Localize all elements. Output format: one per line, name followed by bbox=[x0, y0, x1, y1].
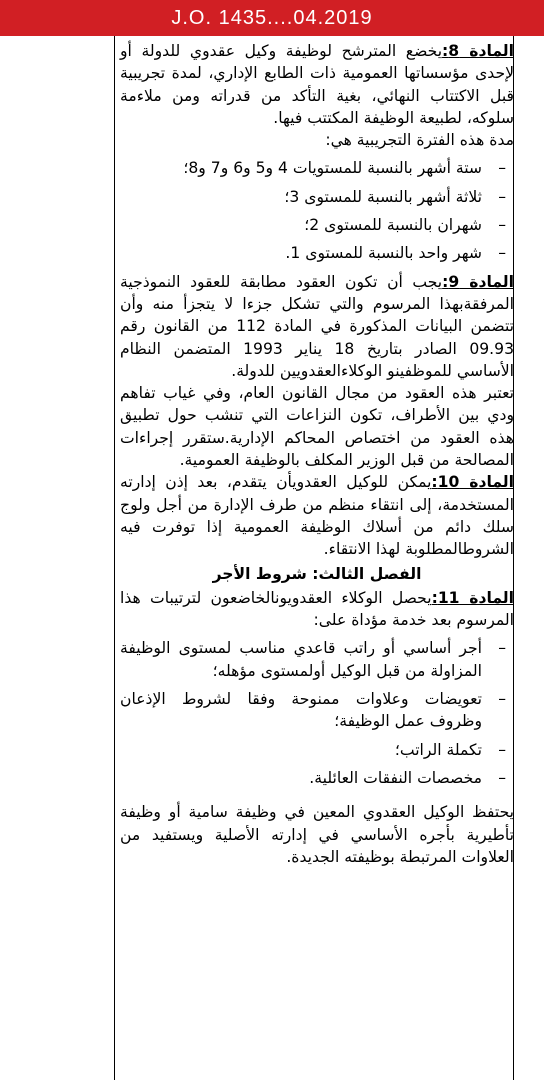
article-9-label: المادة 9: bbox=[442, 272, 514, 291]
article-11-text: يحصل الوكلاء العقدويونالخاضعون لترتيبات هذا المرسوم بعد خدمة مؤداة على: bbox=[120, 588, 514, 630]
article-8-intro: مدة هذه الفترة التجريبية هي: bbox=[325, 131, 514, 150]
article-9-text: يجب أن تكون العقود مطابقة للعقود النموذجية المرفقةبهذا المرسوم والتي تشكل جزءا لا يتجزأ منه وأن تتضمن البيانات المذكورة في المادة 112 من القانون رقم 09.93 الصادر بتاريخ 18 يناير 1993 المتضمن النظام الأساسي للموظفينو الوكلاءالعقدويين للدولة. bbox=[120, 272, 515, 380]
list-item: – شهر واحد بالنسبة للمستوى 1. bbox=[120, 242, 514, 264]
article-8 bbox=[120, 40, 514, 129]
article-11-label: المادة 11: bbox=[431, 588, 514, 607]
article-10-text: يمكن للوكيل العقدويأن يتقدم، بعد إذن إدارته المستخدمة، إلى انتقاء منظم من طرف الإدارة من أجل ولوج سلك دائم من أسلاك الوظيفة العمومية إذا توفرت فيه الشروطالمطلوبة لهذا الانتقاء. bbox=[120, 473, 514, 559]
article-11 bbox=[120, 587, 514, 632]
article-9-paragraph-2: تعتبر هذه العقود من مجال القانون العام، وفي غياب تفاهم ودي بين الأطراف، تكون النزاعات التي تنشب حول تطبيق هذه العقود من اختصاص المحاكم الإدارية.ستقرر إجراءات المصالحة من قبل الوزير المكلف بالوظيفة العمومية. bbox=[120, 384, 514, 470]
salary-components-list bbox=[120, 637, 514, 789]
article-10-label: المادة 10: bbox=[431, 473, 514, 492]
article-11-closing: يحتفظ الوكيل العقدوي المعين في وظيفة سامية أو وظيفة تأطيرية بأجره الأساسي في إدارته الأصلية ويستفيد من العلاوات المرتبطة بوظيفته الجديدة. bbox=[120, 803, 514, 866]
document-body bbox=[120, 40, 514, 868]
list-item: – تكملة الراتب؛ bbox=[120, 739, 514, 761]
list-item: – ستة أشهر بالنسبة للمستويات 4 و5 و6 و7 و8؛ bbox=[120, 157, 514, 179]
list-item: – ثلاثة أشهر بالنسبة للمستوى 3؛ bbox=[120, 186, 514, 208]
article-10 bbox=[120, 471, 514, 560]
probation-list bbox=[120, 157, 514, 264]
journal-reference-header: J.O. 1435....04.2019 bbox=[0, 0, 544, 36]
chapter-title: الفصل الثالث: شروط الأجر bbox=[212, 564, 422, 583]
article-9 bbox=[120, 271, 514, 382]
list-item: – تعويضات وعلاوات ممنوحة وفقا لشروط الإذعان وظروف عمل الوظيفة؛ bbox=[120, 688, 514, 733]
list-item: – أجر أساسي أو راتب قاعدي مناسب لمستوى الوظيفة المزاولة من قبل الوكيل أولمستوى مؤهله؛ bbox=[120, 637, 514, 682]
article-8-text: يخضع المترشح لوظيفة وكيل عقدوي للدولة أو لإحدى مؤسساتها العمومية ذات الطابع الإداري، لمدة تجريبية قبل الاكتتاب النهائي، بغية التأكد من قدراته ومن ملاءمة سلوكه، لطبيعة الوظيفة المكتتب فيها. bbox=[120, 42, 514, 127]
list-item: – مخصصات النفقات العائلية. bbox=[120, 767, 514, 789]
list-item: – شهران بالنسبة للمستوى 2؛ bbox=[120, 214, 514, 236]
article-8-label: المادة 8: bbox=[442, 42, 514, 60]
